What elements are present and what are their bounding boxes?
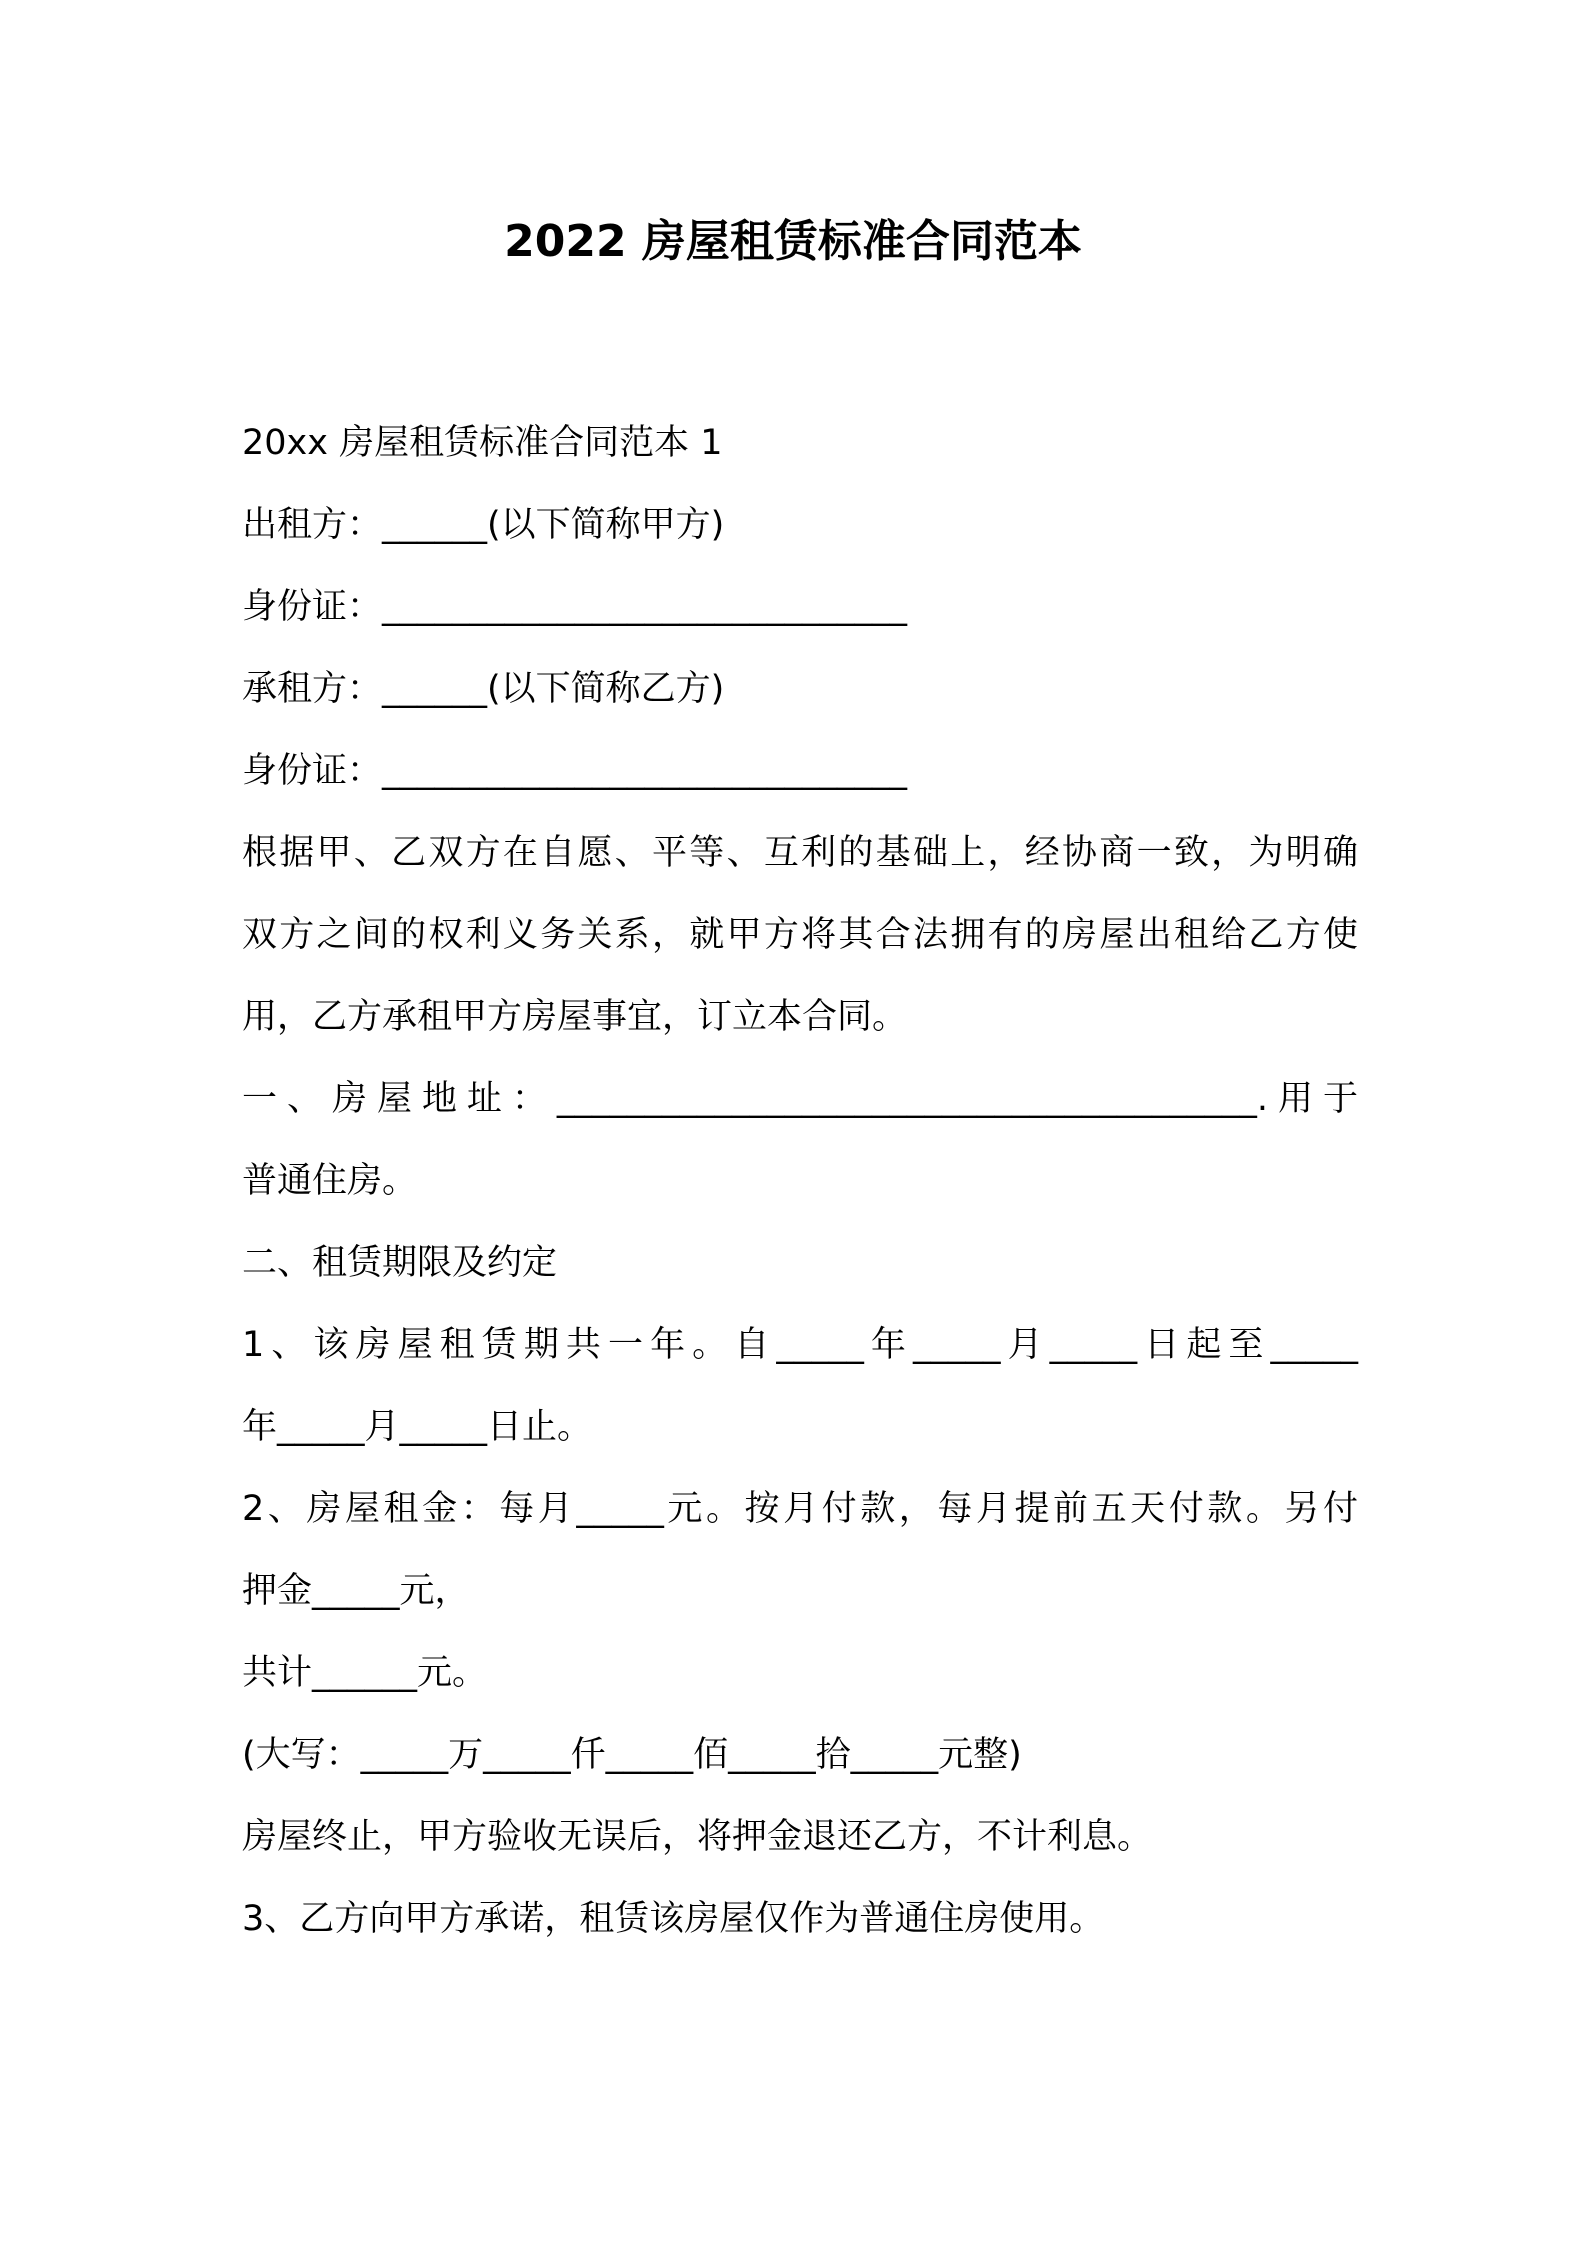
clause-2-deposit-refund: 房屋终止，甲方验收无误后，将押金退还乙方，不计利息。 [242, 1817, 1153, 1857]
preamble-line-3: 用，乙方承租甲方房屋事宜，订立本合同。 [242, 997, 908, 1037]
document-title: 2022 房屋租赁标准合同范本 [504, 216, 1082, 267]
clause-2-term: 1、该房屋租赁期共一年。自_____年_____月_____日起至_____ [242, 1325, 1358, 1365]
clause-1-address-cont: 普通住房。 [242, 1161, 418, 1201]
clause-2-deposit: 押金_____元， [242, 1571, 470, 1611]
lessor-line: 出租方：______(以下简称甲方) [242, 505, 725, 545]
clause-2-amount-words: (大写：_____万_____仟_____佰_____拾_____元整) [242, 1735, 1022, 1775]
clause-2-usage-promise: 3、乙方向甲方承诺，租赁该房屋仅作为普通住房使用。 [242, 1899, 1105, 1939]
lessee-id-line: 身份证：______________________________ [242, 751, 908, 791]
clause-2-rent: 2、房屋租金：每月_____元。按月付款，每月提前五天付款。另付 [242, 1489, 1358, 1529]
preamble-line-1: 根据甲、乙双方在自愿、平等、互利的基础上，经协商一致，为明确 [242, 833, 1358, 873]
contract-subtitle: 20xx 房屋租赁标准合同范本 1 [242, 423, 723, 463]
clause-2-term-cont: 年_____月_____日止。 [242, 1407, 593, 1447]
clause-2-heading: 二、租赁期限及约定 [242, 1243, 558, 1283]
clause-2-total: 共计______元。 [242, 1653, 488, 1693]
clause-1-address: 一、房屋地址：________________________________________.用于 [242, 1079, 1358, 1119]
lessor-id-line: 身份证：______________________________ [242, 587, 908, 627]
preamble-line-2: 双方之间的权利义务关系，就甲方将其合法拥有的房屋出租给乙方使 [242, 915, 1358, 955]
lessee-line: 承租方：______(以下简称乙方) [242, 669, 725, 709]
